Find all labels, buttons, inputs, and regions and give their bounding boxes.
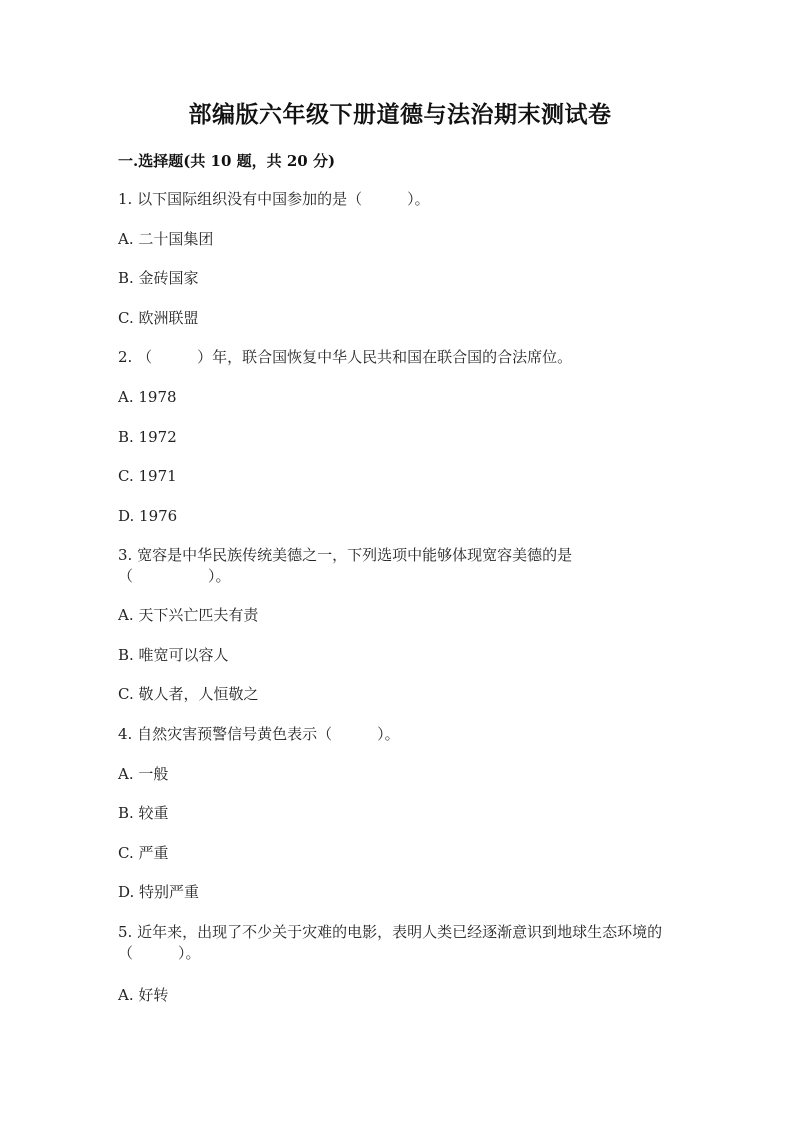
question-3-option-c: C. 敬人者，人恒敬之 xyxy=(118,685,259,703)
document-title: 部编版六年级下册道德与法治期末测试卷 xyxy=(188,101,612,128)
question-4-option-b: B. 较重 xyxy=(118,804,169,822)
question-2-stem: 2. （ ）年，联合国恢复中华人民共和国在联合国的合法席位。 xyxy=(118,348,573,366)
question-4-stem: 4. 自然灾害预警信号黄色表示（ ）。 xyxy=(118,725,400,743)
question-5-stem: 5. 近年来，出现了不少关于灾难的电影，表明人类已经逐渐意识到地球生态环境的（ ）。 xyxy=(118,923,663,962)
question-1-option-c: C. 欧洲联盟 xyxy=(118,309,199,327)
question-2-option-d: D. 1976 xyxy=(118,507,178,525)
question-2-option-c: C. 1971 xyxy=(118,467,177,485)
question-4-option-d: D. 特别严重 xyxy=(118,883,200,901)
question-4-option-a: A. 一般 xyxy=(118,765,169,783)
question-3-stem: 3. 宽容是中华民族传统美德之一，下列选项中能够体现宽容美德的是（ ）。 xyxy=(118,546,573,585)
question-1-stem: 1. 以下国际组织没有中国参加的是（ ）。 xyxy=(118,190,430,208)
question-2-option-a: A. 1978 xyxy=(118,388,177,406)
question-3-option-a: A. 天下兴亡匹夫有责 xyxy=(118,606,259,624)
question-4-option-c: C. 严重 xyxy=(118,844,169,862)
question-3-option-b: B. 唯宽可以容人 xyxy=(118,646,229,664)
section-header: 一.选择题(共 10 题，共 20 分) xyxy=(118,152,336,170)
question-5-option-a: A. 好转 xyxy=(118,986,169,1004)
question-1-option-a: A. 二十国集团 xyxy=(118,230,214,248)
question-2-option-b: B. 1972 xyxy=(118,428,177,446)
question-1-option-b: B. 金砖国家 xyxy=(118,269,199,287)
